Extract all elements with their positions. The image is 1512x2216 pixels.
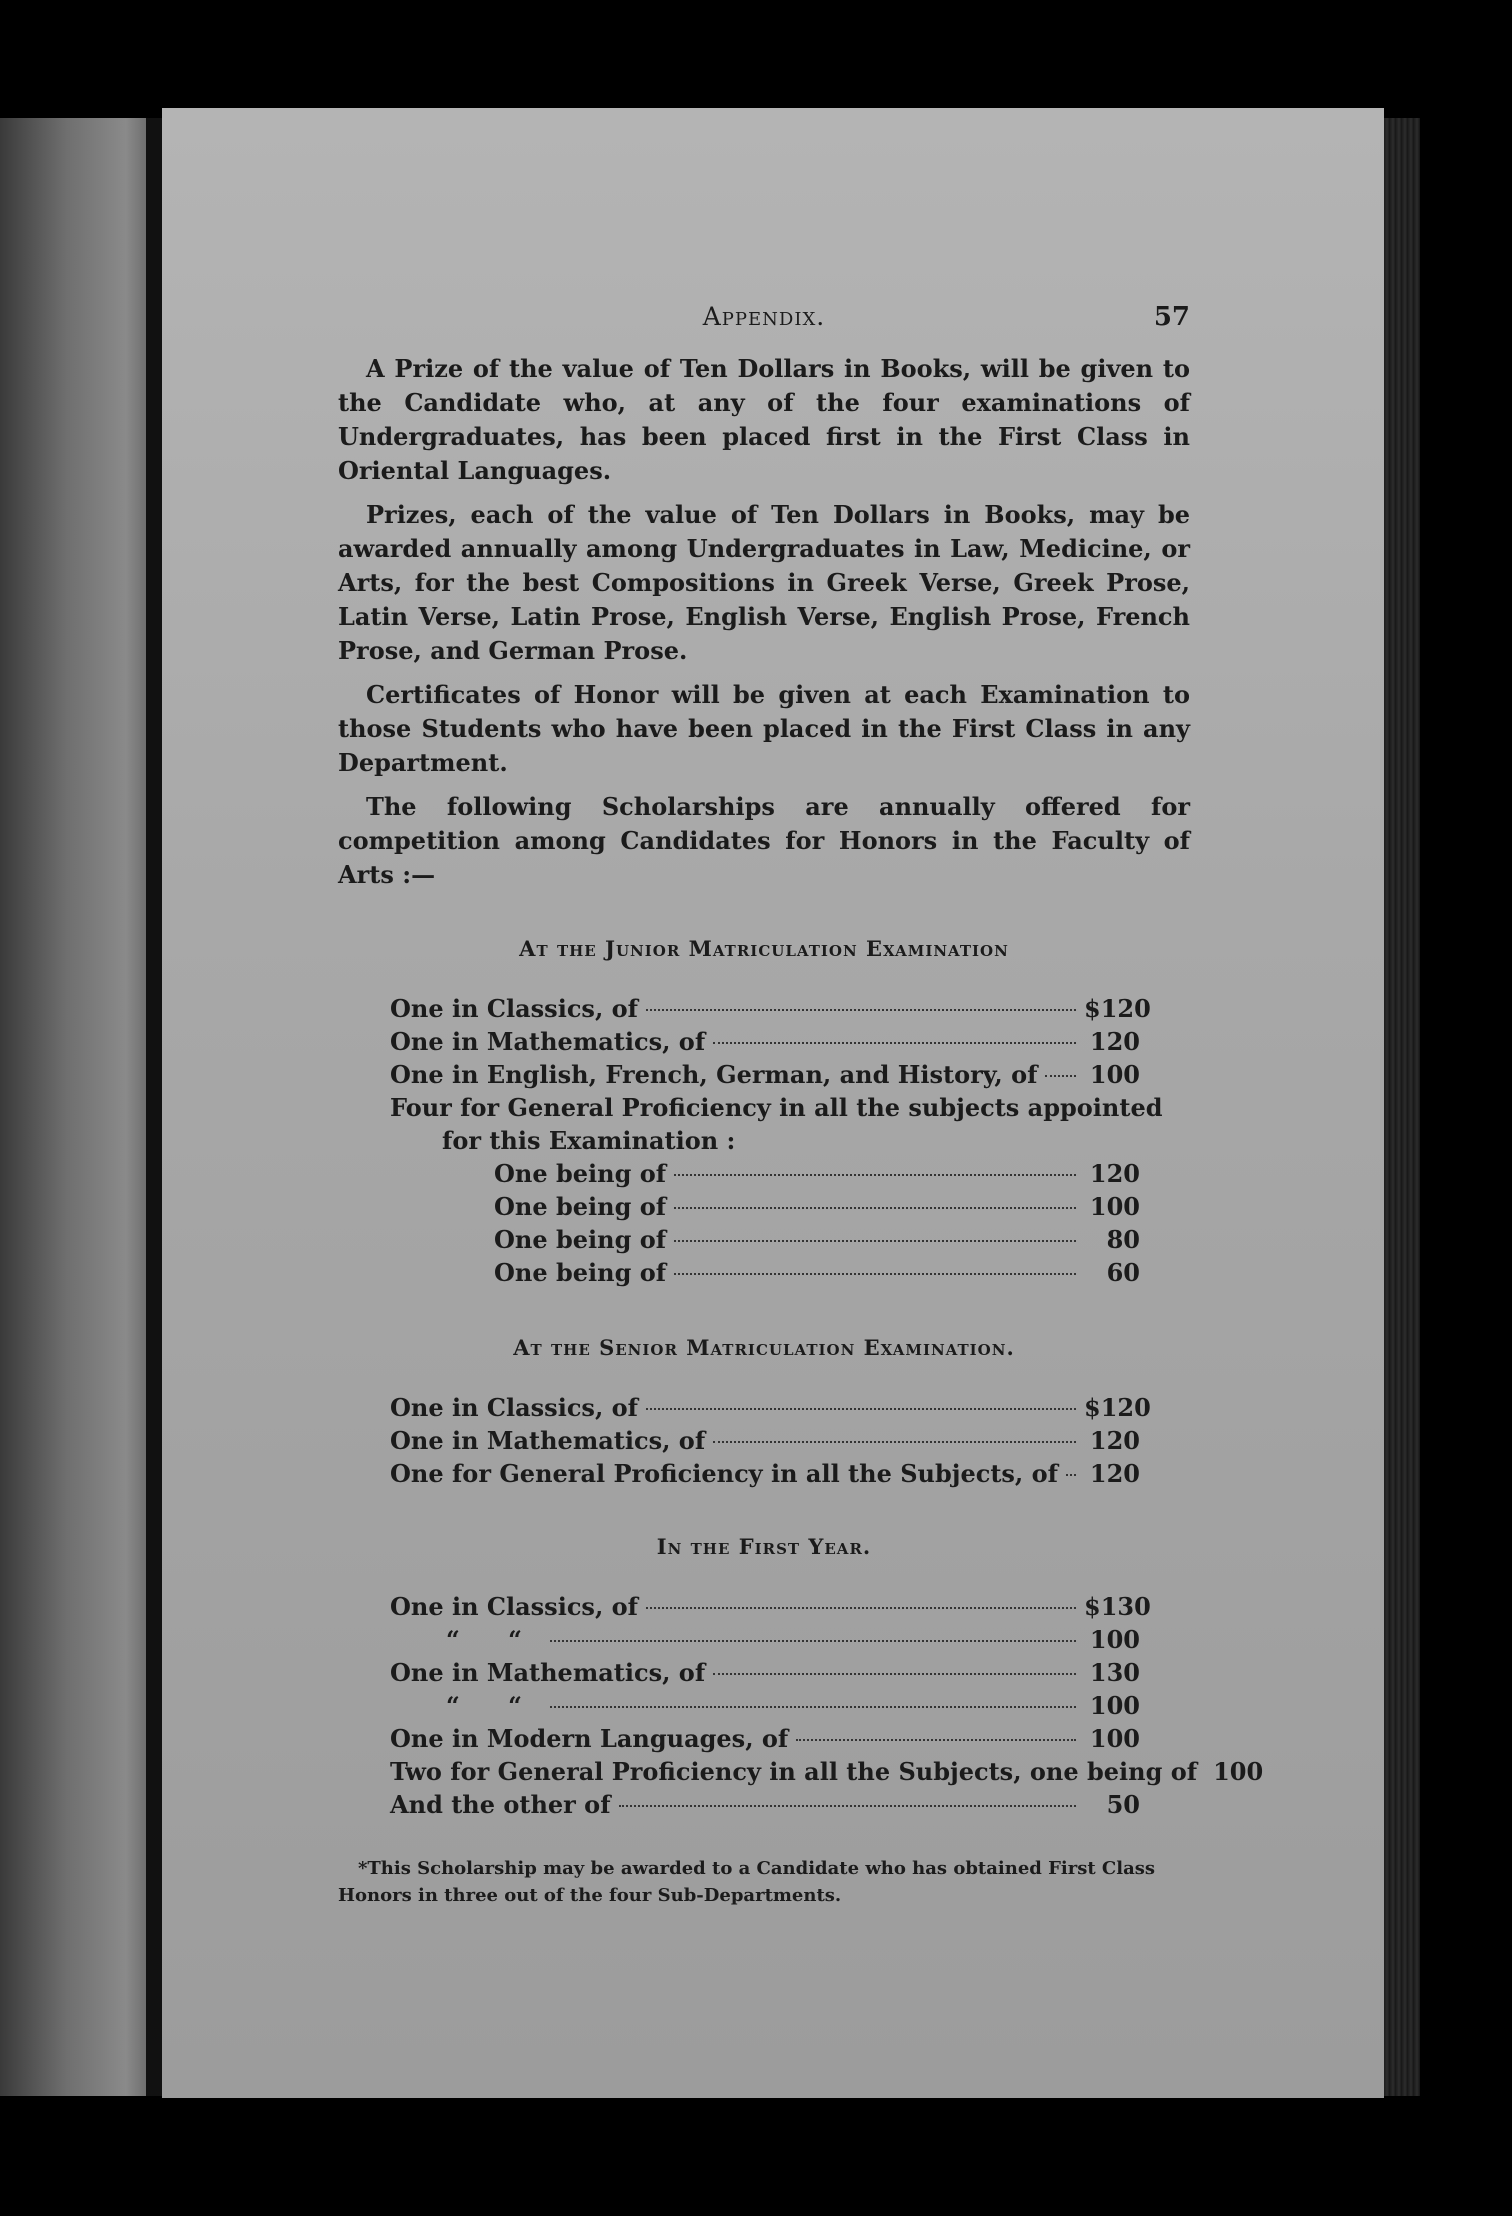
dot-leader bbox=[619, 1805, 1076, 1807]
page-number: 57 bbox=[1153, 302, 1190, 332]
dot-leader bbox=[1066, 1474, 1076, 1476]
scholarship-amount: 50 bbox=[1106, 1790, 1140, 1819]
book-gutter bbox=[146, 118, 162, 2096]
running-title: Appendix. bbox=[702, 302, 826, 331]
scholarship-row bbox=[390, 1755, 1264, 1788]
scholarship-label: One in Classics, of bbox=[390, 1393, 638, 1422]
footnote: *This Scholarship may be awarded to a Candidate who has obtained First Class Honors in three out of the four Sub-Departments. bbox=[338, 1858, 1156, 1906]
scholarship-row bbox=[390, 1058, 1140, 1091]
ditto-marks: “ “ bbox=[446, 1691, 542, 1720]
scholarship-row bbox=[390, 1656, 1140, 1689]
dot-leader bbox=[1045, 1075, 1076, 1077]
paragraph-scholarships-intro: The following Scholarships are annually offered for competition among Candidates for Honors in the Faculty of Arts :— bbox=[338, 792, 1190, 889]
scholarship-amount: 100 bbox=[1089, 1691, 1140, 1720]
ditto-marks: “ “ bbox=[446, 1625, 542, 1654]
dot-leader bbox=[674, 1207, 1076, 1209]
scholarship-label: One for General Proficiency in all the Subjects, of bbox=[390, 1459, 1058, 1488]
scholarship-row bbox=[390, 1223, 1140, 1256]
scholarship-amount: 120 bbox=[1089, 1159, 1140, 1188]
scholarship-amount: 100 bbox=[1213, 1757, 1264, 1786]
scholarship-amount: 100 bbox=[1089, 1192, 1140, 1221]
scholarship-amount: $120 bbox=[1084, 1393, 1151, 1422]
scholarship-label: One being of bbox=[494, 1192, 667, 1221]
scholarship-amount: 60 bbox=[1106, 1258, 1140, 1287]
scholarship-row bbox=[390, 1190, 1140, 1223]
section-heading-first-year: In the First Year. bbox=[656, 1534, 872, 1559]
scholarship-note: Four for General Proficiency in all the subjects appointed bbox=[390, 1093, 1163, 1122]
section-heading-junior: At the Junior Matriculation Examination bbox=[519, 936, 1009, 961]
dot-leader bbox=[646, 1009, 1076, 1011]
facing-page bbox=[0, 118, 148, 2096]
paragraph-certificates: Certificates of Honor will be given at each Examination to those Students who have been placed in the First Class in any Department. bbox=[338, 680, 1190, 777]
scholarship-row bbox=[390, 992, 1151, 1025]
scholarship-amount: 100 bbox=[1089, 1625, 1140, 1654]
scholarship-list-senior bbox=[390, 1391, 1151, 1490]
scholarship-label: One being of bbox=[494, 1258, 667, 1287]
scholarship-label: One in Mathematics, of bbox=[390, 1426, 706, 1455]
scholarship-label: One in Mathematics, of bbox=[390, 1027, 706, 1056]
scholarship-amount: 130 bbox=[1089, 1658, 1140, 1687]
dot-leader bbox=[674, 1273, 1076, 1275]
scholarship-amount: 80 bbox=[1106, 1225, 1140, 1254]
paragraph-composition-prizes: Prizes, each of the value of Ten Dollars in Books, may be awarded annually among Undergraduates in Law, Medicine, or Arts, for the best Compositions in Greek Verse, Greek Prose, Latin Verse, Latin Prose, English Verse, English Prose, French Prose, and German Prose. bbox=[338, 500, 1190, 665]
page-edges bbox=[1384, 118, 1420, 2096]
scholarship-list-first-year bbox=[390, 1590, 1264, 1821]
scholarship-row bbox=[390, 1457, 1140, 1490]
section-heading-senior: At the Senior Matriculation Examination. bbox=[513, 1335, 1015, 1360]
scholarship-row bbox=[390, 1722, 1140, 1755]
scholarship-amount: 120 bbox=[1089, 1027, 1140, 1056]
scholarship-row bbox=[390, 1424, 1140, 1457]
scholarship-row bbox=[390, 1623, 1140, 1656]
scholarship-row bbox=[390, 1256, 1140, 1289]
dot-leader bbox=[646, 1607, 1076, 1609]
scholarship-amount: 100 bbox=[1089, 1060, 1140, 1089]
scholarship-label: One in Classics, of bbox=[390, 994, 638, 1023]
scholarship-label: One in Modern Languages, of bbox=[390, 1724, 789, 1753]
scholarship-label: One in Mathematics, of bbox=[390, 1658, 706, 1687]
scholarship-row bbox=[390, 1391, 1151, 1424]
scholarship-amount: 100 bbox=[1089, 1724, 1140, 1753]
scholarship-label: One being of bbox=[494, 1225, 667, 1254]
dot-leader bbox=[796, 1739, 1076, 1741]
scholarship-row bbox=[390, 1689, 1140, 1722]
scholarship-list-junior bbox=[390, 992, 1163, 1289]
dot-leader bbox=[674, 1174, 1076, 1176]
scholarship-label: One being of bbox=[494, 1159, 667, 1188]
scholarship-label: Two for General Proficiency in all the Subjects, one being of bbox=[390, 1757, 1198, 1786]
scholarship-row bbox=[390, 1590, 1151, 1623]
scholarship-label: One in English, French, German, and History, of bbox=[390, 1060, 1038, 1089]
dot-leader bbox=[713, 1441, 1076, 1443]
dot-leader bbox=[550, 1640, 1076, 1642]
dot-leader bbox=[713, 1042, 1076, 1044]
scholarship-note: for this Examination : bbox=[442, 1126, 736, 1155]
scholarship-row bbox=[390, 1157, 1140, 1190]
page-header bbox=[338, 300, 1190, 344]
paragraph-oriental-prize: A Prize of the value of Ten Dollars in Books, will be given to the Candidate who, at any of the four examinations of Undergraduates, has been placed first in the First Class in Oriental Languages. bbox=[338, 354, 1190, 485]
dot-leader bbox=[713, 1673, 1076, 1675]
scholarship-row bbox=[390, 1025, 1140, 1058]
page-content bbox=[338, 300, 1264, 1909]
dot-leader bbox=[646, 1408, 1076, 1410]
scholarship-label: One in Classics, of bbox=[390, 1592, 638, 1621]
dot-leader bbox=[550, 1706, 1076, 1708]
scholarship-amount: 120 bbox=[1089, 1426, 1140, 1455]
scholarship-row bbox=[390, 1788, 1140, 1821]
scholarship-label: And the other of bbox=[390, 1790, 611, 1819]
scholarship-amount: 120 bbox=[1089, 1459, 1140, 1488]
scholarship-amount: $120 bbox=[1084, 994, 1151, 1023]
scholarship-amount: $130 bbox=[1084, 1592, 1151, 1621]
dot-leader bbox=[674, 1240, 1076, 1242]
